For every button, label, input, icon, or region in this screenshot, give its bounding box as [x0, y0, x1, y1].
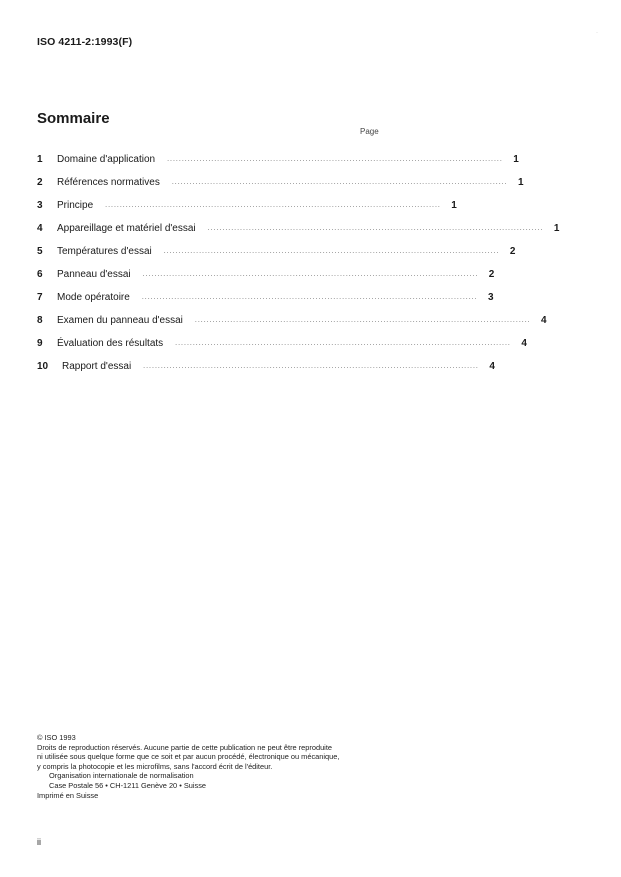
- toc-entry-6[interactable]: [37, 263, 495, 286]
- toc-entry-label: Appareillage et matériel d'essai: [57, 223, 196, 234]
- toc-leader-dots: ..................................................................................................................: [175, 340, 511, 347]
- copyright-notice: [37, 733, 397, 800]
- toc-entry-number: 1: [37, 154, 43, 165]
- toc-leader-dots: ..................................................................................................................: [163, 248, 500, 255]
- printed-in: Imprimé en Suisse: [37, 790, 99, 800]
- toc-entry-page: 3: [487, 292, 494, 303]
- rights-text: Droits de reproduction réservés. Aucune partie de cette publication ne peut être reproduite: [37, 742, 332, 752]
- toc-entry-number: 5: [37, 246, 43, 257]
- toc-entry-label: Domaine d'application: [57, 154, 156, 165]
- toc-entry-10[interactable]: [37, 355, 495, 378]
- toc-entry-label: Panneau d'essai: [57, 269, 131, 280]
- toc-leader-dots: ..................................................................................................................: [141, 294, 478, 301]
- toc-entry-number: 6: [37, 269, 43, 280]
- toc-leader-dots: ..................................................................................................................: [143, 363, 479, 370]
- toc-title: Sommaire: [37, 110, 110, 127]
- toc-entry-number: 3: [37, 200, 43, 211]
- toc-entry-page: 2: [509, 246, 516, 257]
- toc-entry-label: Températures d'essai: [57, 246, 152, 257]
- toc-entry-number: 4: [37, 223, 43, 234]
- organisation-address: Case Postale 56 • CH-1211 Genève 20 • Suisse: [49, 780, 207, 790]
- copyright-line: © ISO 1993: [37, 733, 76, 742]
- toc-entry-label: Rapport d'essai: [62, 361, 132, 372]
- toc-entry-7[interactable]: [37, 286, 494, 309]
- toc-entry-number: 8: [37, 315, 43, 326]
- toc-entry-label: Mode opératoire: [57, 292, 130, 303]
- table-of-contents: [37, 148, 560, 378]
- toc-entry-4[interactable]: [37, 217, 560, 240]
- toc-entry-number: 10: [37, 361, 49, 372]
- toc-leader-dots: ..................................................................................................................: [207, 225, 544, 232]
- toc-entry-page: 1: [517, 177, 524, 188]
- toc-leader-dots: ..................................................................................................................: [194, 317, 531, 324]
- toc-page-heading: Page: [360, 127, 379, 136]
- toc-leader-dots: ..................................................................................................................: [171, 179, 508, 186]
- toc-entry-number: 7: [37, 292, 43, 303]
- toc-entry-1[interactable]: [37, 148, 519, 171]
- toc-entry-9[interactable]: [37, 332, 527, 355]
- toc-entry-2[interactable]: [37, 171, 524, 194]
- toc-entry-page: 1: [553, 223, 560, 234]
- toc-entry-page: 1: [513, 154, 519, 165]
- rights-text: y compris la photocopie et les microfilms, sans l'accord écrit de l'éditeur.: [37, 761, 273, 771]
- toc-leader-dots: ..................................................................................................................: [142, 271, 479, 278]
- organisation-name: Organisation internationale de normalisation: [49, 771, 194, 781]
- toc-entry-8[interactable]: [37, 309, 547, 332]
- toc-entry-label: Évaluation des résultats: [57, 338, 164, 349]
- toc-entry-page: 4: [521, 338, 527, 349]
- toc-leader-dots: ..................................................................................................................: [105, 202, 441, 209]
- toc-entry-label: Références normatives: [57, 177, 160, 188]
- toc-entry-number: 2: [37, 177, 43, 188]
- toc-entry-page: 2: [488, 269, 495, 280]
- toc-entry-3[interactable]: [37, 194, 457, 217]
- toc-entry-label: Examen du panneau d'essai: [57, 315, 183, 326]
- toc-entry-5[interactable]: [37, 240, 516, 263]
- toc-entry-page: 4: [489, 361, 495, 372]
- toc-leader-dots: ..................................................................................................................: [167, 156, 503, 163]
- toc-entry-page: 4: [541, 315, 547, 326]
- document-reference: ISO 4211-2:1993(F): [37, 36, 133, 48]
- toc-entry-number: 9: [37, 338, 43, 349]
- toc-entry-label: Principe: [57, 200, 94, 211]
- scan-mark: ·: [596, 30, 598, 36]
- page-number: ii: [37, 837, 41, 847]
- rights-text: ni utilisée sous quelque forme que ce soit et par aucun procédé, électronique ou mécanique,: [37, 752, 340, 762]
- toc-entry-page: 1: [451, 200, 457, 211]
